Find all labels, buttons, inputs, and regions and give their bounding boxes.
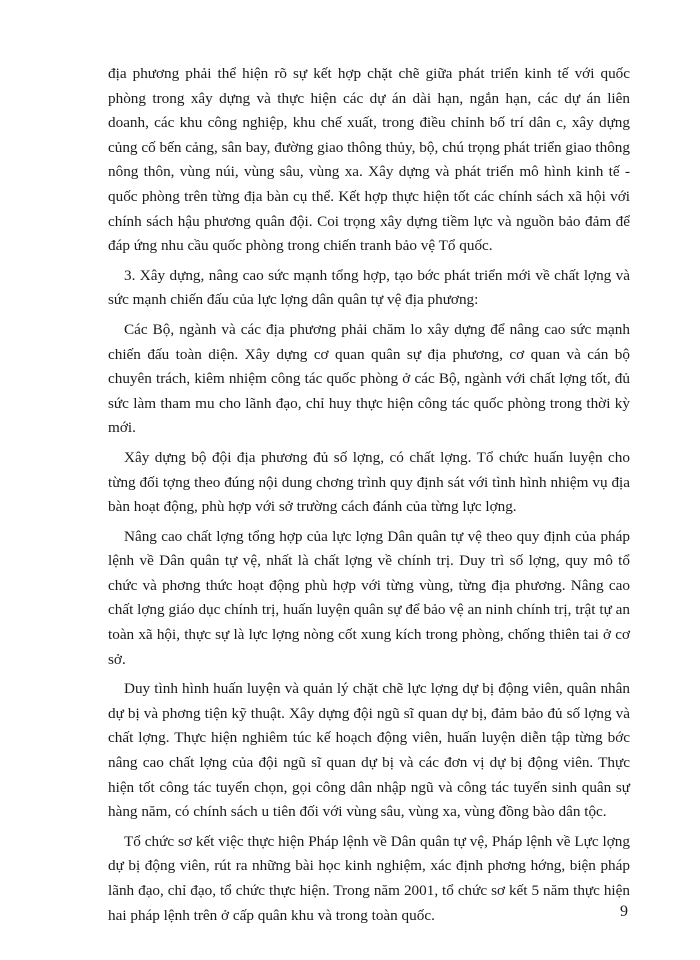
paragraph-militia-quality: Nâng cao chất lợng tổng hợp của lực lợng Dân quân tự vệ theo quy định của pháp lệnh về Dân quân tự vệ, nhất là chất lợng về chính trị. Duy trì số lợng, quy mô tổ chức và phơng thức hoạt động phù hợp với từng vùng, từng địa phương. Nâng cao chất lợng giáo dục chính trị, huấn luyện quân sự để bảo vệ an ninh chính trị, trật tự an toàn xã hội, thực sự là lực lợng nòng cốt xung kích trong phòng, chống thiên tai ở cơ sở. [108,527,630,668]
document-body [108,62,630,933]
paragraph-continuation: địa phương phải thể hiện rõ sự kết hợp chặt chẽ giữa phát triển kinh tế với quốc phòng trong xây dựng và thực hiện các dự án dài hạn, ngắn hạn, các dự án liên doanh, các khu công nghiệp, khu chế xuất, trong điều chỉnh bố trí dân c, xây dựng củng cố bến cảng, sân bay, đường giao thông thủy, bộ, chú trọng phát triển giao thông nông thôn, vùng núi, vùng sâu, vùng xa. Xây dựng và phát triển mô hình kinh tế - quốc phòng trên từng địa bàn cụ thể. Kết hợp thực hiện tốt các chính sách xã hội với chính sách hậu phương quân đội. Coi trọng xây dựng tiềm lực và nguồn bảo đảm để đáp ứng nhu cầu quốc phòng trong chiến tranh bảo vệ Tổ quốc. [108,65,630,255]
paragraph-section-3-heading: 3. Xây dựng, nâng cao sức mạnh tổng hợp, tạo bớc phát triển mới về chất lợng và sức mạnh chiến đấu của lực lợng dân quân tự vệ địa phương: [108,266,630,309]
paragraph-ministries: Các Bộ, ngành và các địa phương phải chăm lo xây dựng để nâng cao sức mạnh chiến đấu toàn diện. Xây dựng cơ quan quân sự địa phương, cơ quan và cán bộ chuyên trách, kiêm nhiệm công tác quốc phòng ở các Bộ, ngành với chất lợng tốt, đủ sức làm tham mu cho lãnh đạo, chỉ huy thực hiện công tác quốc phòng trong thời kỳ mới. [108,320,630,437]
page-number: 9 [620,903,628,920]
paragraph-review: Tổ chức sơ kết việc thực hiện Pháp lệnh về Dân quân tự vệ, Pháp lệnh về Lực lợng dự bị động viên, rút ra những bài học kinh nghiệm, xác định phơng hớng, biện pháp lãnh đạo, chỉ đạo, tổ chức thực hiện. Trong năm 2001, tổ chức sơ kết 5 năm thực hiện hai pháp lệnh trên ở cấp quân khu và trong toàn quốc. [108,832,630,924]
paragraph-local-troops: Xây dựng bộ đội địa phương đủ số lợng, có chất lợng. Tổ chức huấn luyện cho từng đối tợng theo đúng nội dung chơng trình quy định sát với tình hình nhiệm vụ địa bàn hoạt động, phù hợp với sở trường cách đánh của từng lực lợng. [108,448,630,516]
paragraph-reserve-forces: Duy tình hình huấn luyện và quản lý chặt chẽ lực lợng dự bị động viên, quân nhân dự bị và phơng tiện kỹ thuật. Xây dựng đội ngũ sĩ quan dự bị, đảm bảo đủ số lợng và chất lợng. Thực hiện nghiêm túc kế hoạch động viên, huấn luyện diễn tập từng bớc nâng cao chất lợng của đội ngũ sĩ quan dự bị và các đơn vị dự bị động viên. Thực hiện tốt công tác tuyển chọn, gọi công dân nhập ngũ và công tác tuyển sinh quân sự hàng năm, có chính sách u tiên đối với vùng sâu, vùng xa, vùng đồng bào dân tộc. [108,680,630,821]
